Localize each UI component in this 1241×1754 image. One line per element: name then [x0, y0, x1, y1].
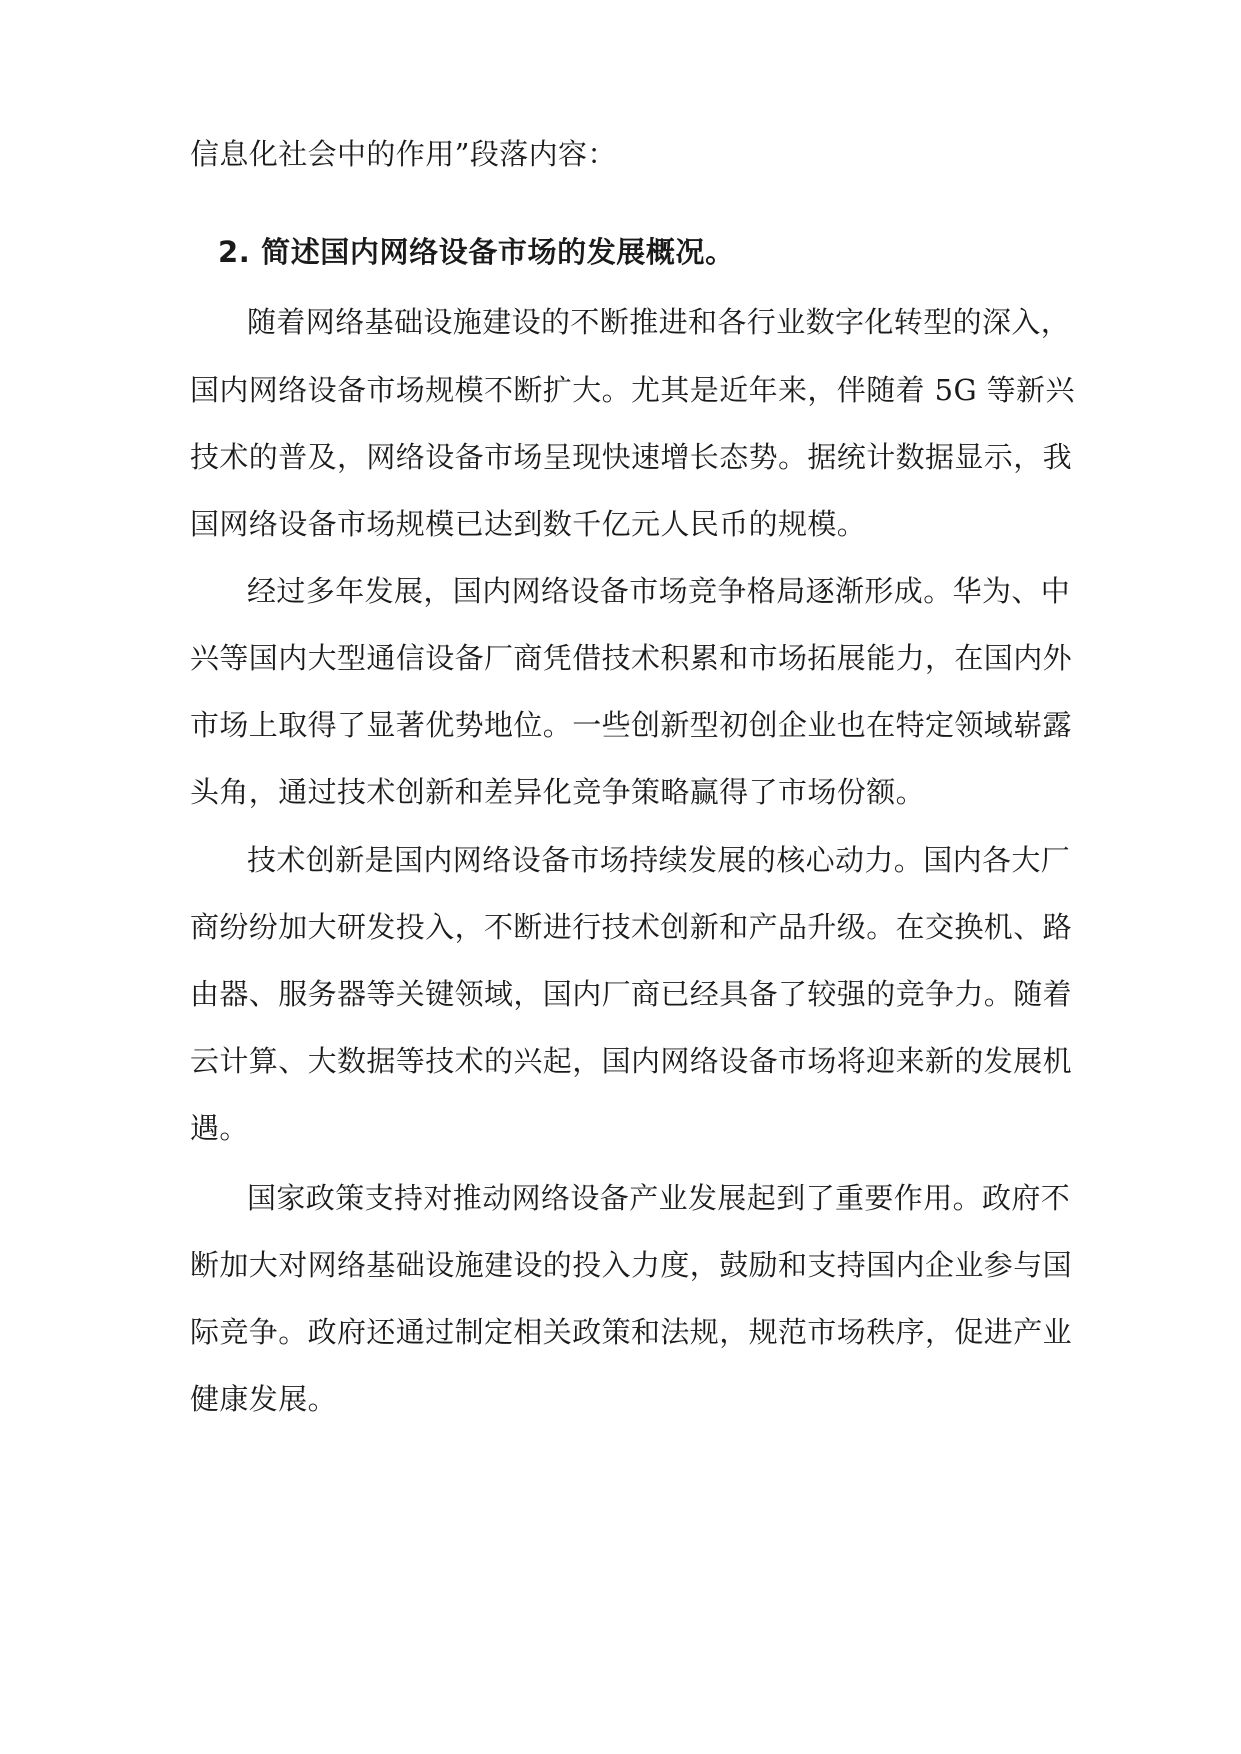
paragraph-line: 商纷纷加大研发投入，不断进行技术创新和产品升级。在交换机、路 — [190, 910, 1073, 944]
paragraph-line: 际竞争。政府还通过制定相关政策和法规，规范市场秩序，促进产业 — [190, 1315, 1073, 1349]
paragraph-line: 经过多年发展，国内网络设备市场竞争格局逐渐形成。华为、中 — [247, 574, 1071, 608]
paragraph-line: 健康发展。 — [190, 1382, 338, 1416]
paragraph-line: 国网络设备市场规模已达到数千亿元人民币的规模。 — [190, 507, 867, 541]
paragraph-line: 由器、服务器等关键领域，国内厂商已经具备了较强的竞争力。随着 — [190, 977, 1073, 1011]
paragraph-line: 国家政策支持对推动网络设备产业发展起到了重要作用。政府不 — [247, 1181, 1071, 1215]
paragraph-line: 遇。 — [190, 1111, 249, 1145]
paragraph-line: 技术创新是国内网络设备市场持续发展的核心动力。国内各大厂 — [247, 843, 1071, 877]
paragraph-line: 断加大对网络基础设施建设的投入力度，鼓励和支持国内企业参与国 — [190, 1248, 1073, 1282]
paragraph-line: 国内网络设备市场规模不断扩大。尤其是近年来，伴随着 5G 等新兴 — [190, 373, 1075, 407]
paragraph-line: 头角，通过技术创新和差异化竞争策略赢得了市场份额。 — [190, 775, 926, 809]
paragraph-line: 技术的普及，网络设备市场呈现快速增长态势。据统计数据显示，我 — [190, 440, 1073, 474]
paragraph-line: 云计算、大数据等技术的兴起，国内网络设备市场将迎来新的发展机 — [190, 1044, 1073, 1078]
section-heading: 2. 简述国内网络设备市场的发展概况。 — [218, 235, 735, 269]
continuation-text: 信息化社会中的作用”段落内容： — [190, 137, 617, 171]
paragraph-line: 随着网络基础设施建设的不断推进和各行业数字化转型的深入， — [247, 305, 1071, 339]
paragraph-line: 兴等国内大型通信设备厂商凭借技术积累和市场拓展能力，在国内外 — [190, 641, 1073, 675]
paragraph-line: 市场上取得了显著优势地位。一些创新型初创企业也在特定领域崭露 — [190, 708, 1073, 742]
